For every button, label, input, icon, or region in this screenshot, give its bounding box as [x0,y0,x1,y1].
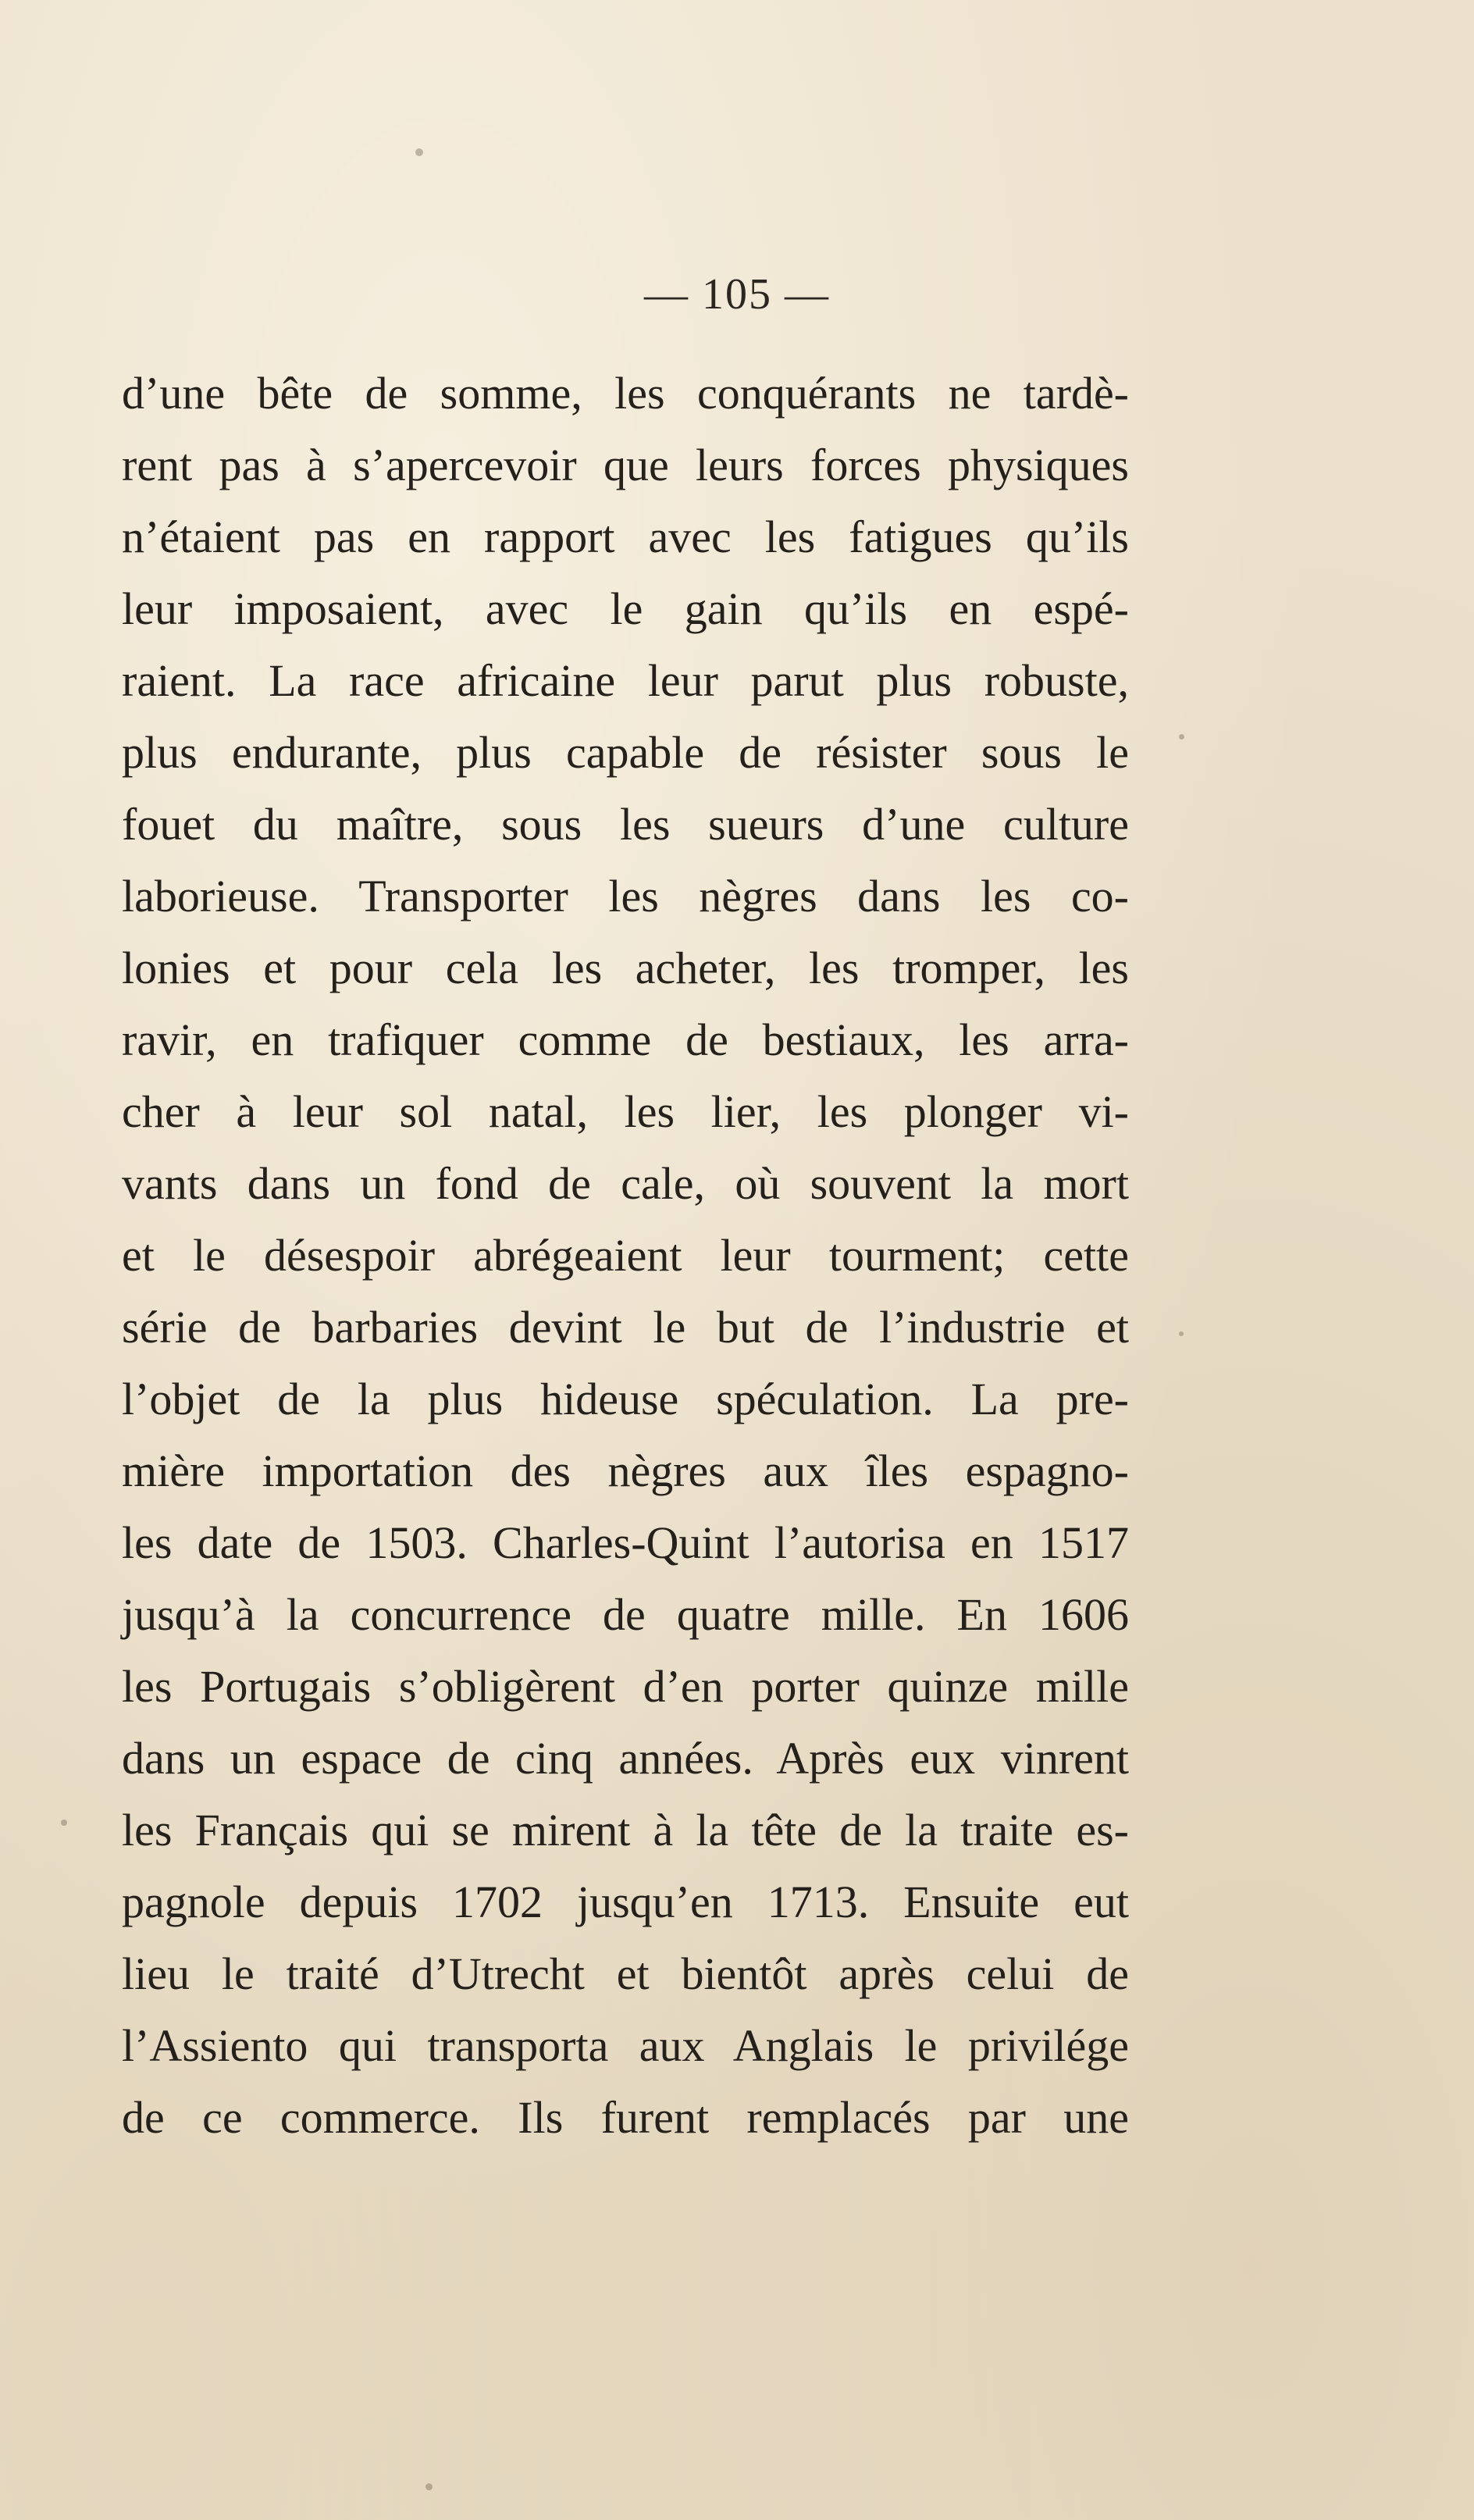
text-line: d’une bête de somme, les conquérants ne tardè- [122,368,1129,419]
text-line: lonies et pour cela les acheter, les tromper, les [122,943,1129,993]
text-line: de ce commerce. Ils furent remplacés par une [122,2092,1129,2143]
text-line: jusqu’à la concurrence de quatre mille. En 1606 [122,1589,1129,1640]
text-line: fouet du maître, sous les sueurs d’une culture [122,799,1129,850]
paper-speck [1179,1331,1184,1336]
page-number: — 105 — [644,270,830,319]
text-line: les date de 1503. Charles-Quint l’autorisa en 1517 [122,1517,1129,1568]
paper-speck [1179,734,1184,740]
text-line: les Français qui se mirent à la tête de la traite es- [122,1805,1129,1855]
paper-speck [425,2483,433,2490]
text-line: l’Assiento qui transporta aux Anglais le privilége [122,2020,1129,2071]
text-line: vants dans un fond de cale, où souvent la mort [122,1158,1129,1209]
text-line: mière importation des nègres aux îles espagno- [122,1445,1129,1496]
text-line: pagnole depuis 1702 jusqu’en 1713. Ensuite eut [122,1877,1129,1927]
text-line: n’étaient pas en rapport avec les fatigues qu’ils [122,511,1129,562]
text-line: raient. La race africaine leur parut plus robuste, [122,655,1129,706]
text-line: leur imposaient, avec le gain qu’ils en espé- [122,583,1129,634]
text-line: laborieuse. Transporter les nègres dans les co- [122,871,1129,921]
text-line: lieu le traité d’Utrecht et bientôt après celui de [122,1948,1129,1999]
text-line: ravir, en trafiquer comme de bestiaux, les arra- [122,1014,1129,1065]
text-line: plus endurante, plus capable de résister sous le [122,727,1129,778]
text-line: dans un espace de cinq années. Après eux vinrent [122,1733,1129,1784]
body-text [122,358,1129,2154]
text-line: et le désespoir abrégeaient leur tourment; cette [122,1230,1129,1281]
paper-speck [61,1820,67,1826]
text-line: série de barbaries devint le but de l’industrie et [122,1302,1129,1353]
text-line: cher à leur sol natal, les lier, les plonger vi- [122,1086,1129,1137]
paper-speck [415,148,423,156]
text-line: les Portugais s’obligèrent d’en porter quinze mille [122,1661,1129,1712]
text-line: rent pas à s’apercevoir que leurs forces physiques [122,440,1129,490]
text-line: l’objet de la plus hideuse spéculation. La pre- [122,1374,1129,1424]
